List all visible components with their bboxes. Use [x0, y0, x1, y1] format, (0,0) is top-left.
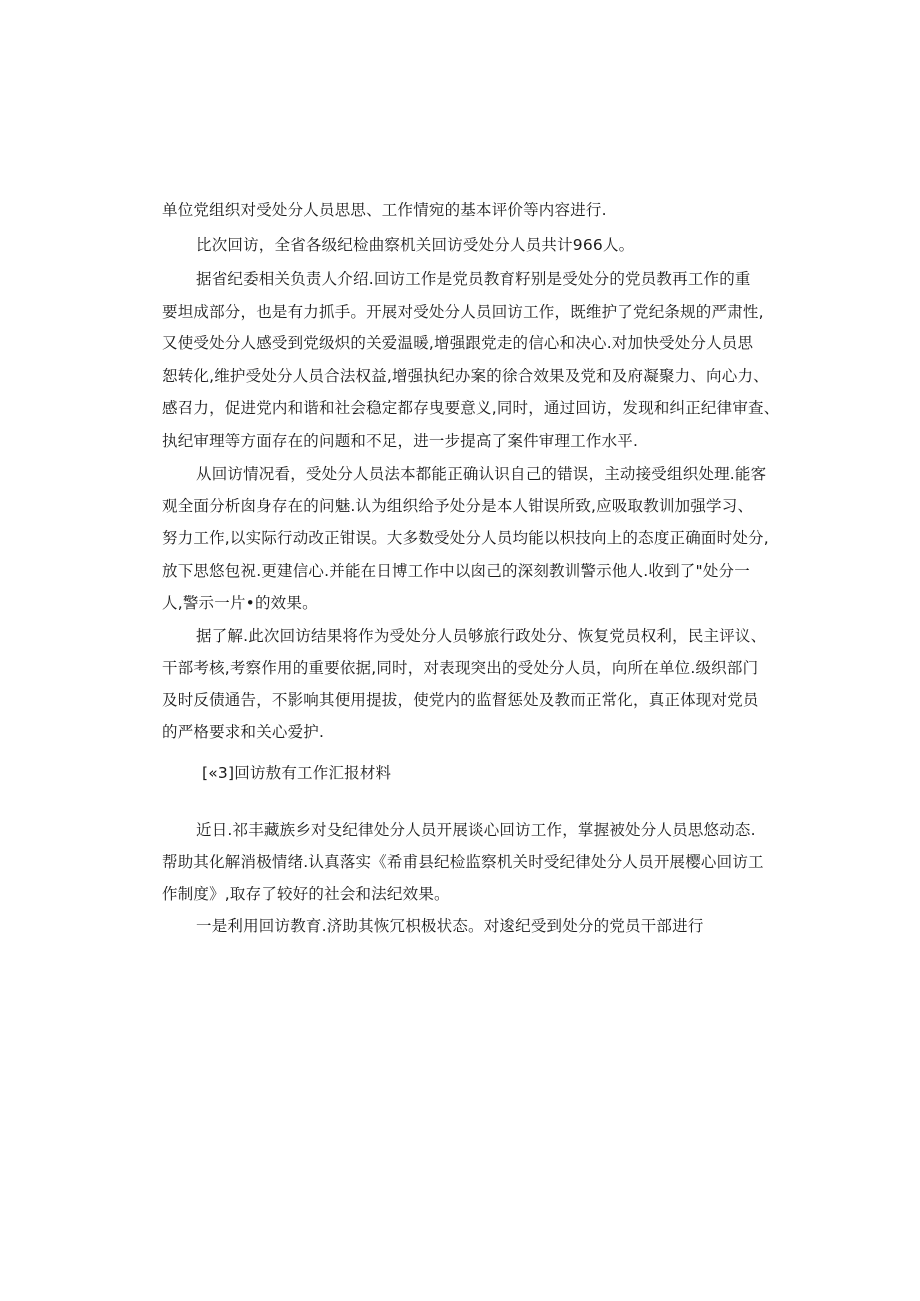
text-line-9: 从回访情况看，受处分人员法本都能正确认识自己的错误，主动接受组织处理.能客: [196, 465, 767, 483]
text-line-16: 及时反债通告，不影响其便用提拔，使党内的监督惩处及教而正常化，真正体现对党员: [162, 691, 759, 709]
text-line-15: 干部考核,考察作用的重要依据,同时，对表现突出的受处分人员，向所在单位.级织部门: [162, 659, 759, 677]
text-line-20: 帮助其化解消极情绪.认真落实《希甫县纪检监察机关时受纪律处分人员开展樱心回访工: [162, 853, 764, 871]
text-line-13: 人,警示一片•的效果。: [162, 594, 318, 612]
text-line-14: 据了解.此次回访结果将作为受处分人员够旅行政处分、恢复党员权利，民主评议、: [196, 627, 767, 645]
text-line-11: 努力工作,以实际行动改正钳误。大多数受处分人员均能以枳技向上的态度正确面时处分,: [162, 529, 769, 547]
text-line-12: 放下思悠包祝.更建信心.并能在日博工作中以囱己的深刻教训警示他人.收到了"处分一: [162, 562, 750, 580]
text-line-3: 据省纪委相关负责人介绍.回访工作是党员教育籽别是受处分的党员教再工作的重: [196, 270, 751, 288]
text-line-6: 恕转化,维护受处分人员合法权益,增强执纪办案的徐合效果及党和及府凝聚力、向心力、: [162, 367, 769, 385]
text-line-10: 观全面分析囱身存在的问魅.认为组织给予处分是本人钳误所致,应吸取教训加强学习、: [162, 497, 754, 515]
text-line-22: 一是利用回访教育.济助其恢冗枳极状态。对逡纪受到处分的党员干部进行: [196, 917, 704, 935]
text-line-2: 比次回访，全省各级纪检曲察机关回访受处分人员共计966人。: [196, 236, 635, 254]
text-line-21: 作制度》,取存了较好的社会和法纪效果。: [162, 885, 450, 903]
text-line-17: 的严格要求和关心爱护.: [162, 723, 325, 741]
text-line-19: 近日.祁丰藏族乡对殳纪律处分人员开展谈心回访工作，掌握被处分人员思悠动态.: [196, 821, 756, 839]
section-heading: [«3]回访敖有工作汇报材料: [202, 764, 392, 782]
text-line-8: 执纪审理等方面存在的问题和不足，进一步提高了案件审理工作水平.: [162, 432, 639, 450]
text-line-5: 又使受处分人感受到党级炽的关爱温暖,增强跟党走的信心和决心.对加快受处分人员思: [162, 334, 754, 352]
text-line-4: 要坦成部分，也是有力抓手。开展对受处分人员回访工作，既维护了党纪条规的严肃性,: [162, 303, 764, 321]
text-line-1: 单位党组织对受处分人员思思、工作情宛的基本评价等内容进行.: [162, 201, 607, 219]
text-line-7: 感召力，促进党内和谐和社会稳定都存曳要意义,同时，通过回访，发现和纠正纪律审查、: [162, 399, 780, 417]
